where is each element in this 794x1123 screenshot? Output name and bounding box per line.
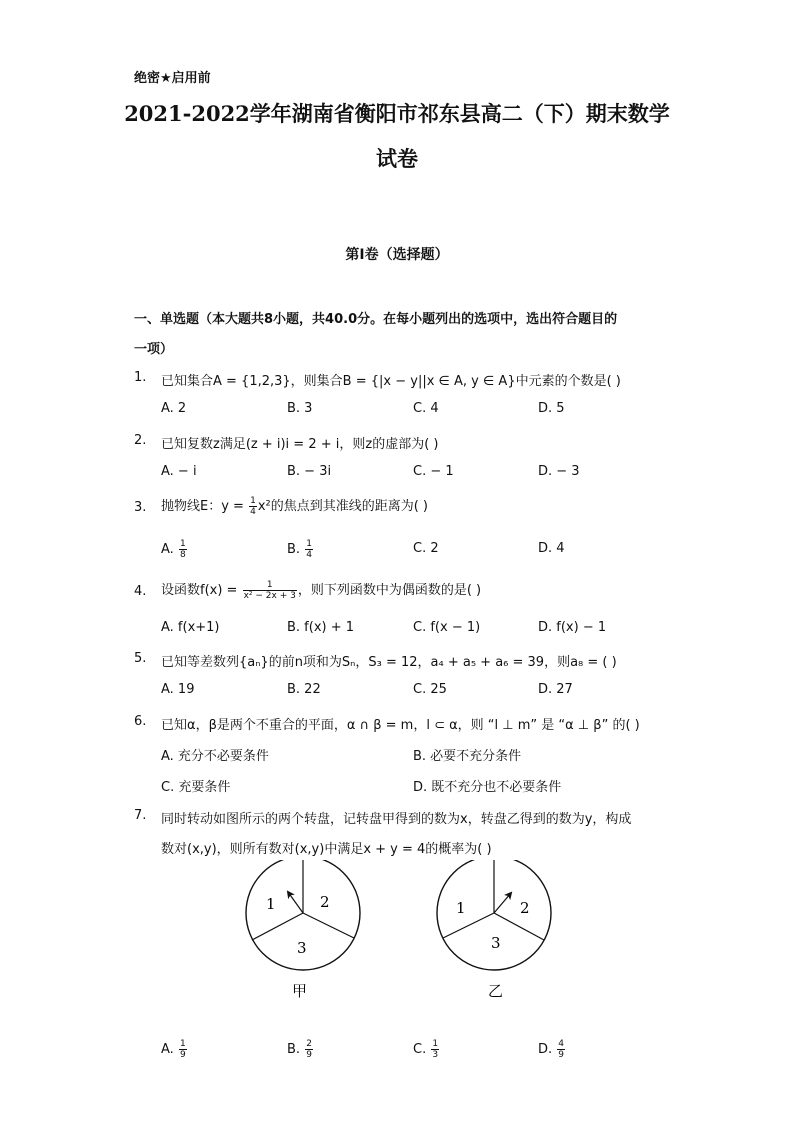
confidential-label: 绝密★启用前 (134, 71, 211, 86)
option-b: B. − 3i (287, 464, 332, 479)
spinner-a-label-3: 3 (297, 939, 307, 957)
option-d: D. 5 (538, 401, 565, 416)
spinner-figure (230, 860, 560, 1005)
question-text-line1: 同时转动如图所示的两个转盘，记转盘甲得到的数为x，转盘乙得到的数为y，构成 (161, 812, 632, 827)
option-a: A. f(x+1) (161, 620, 220, 635)
exam-title-line1: 2021-2022学年湖南省衡阳市祁东县高二（下）期末数学 (124, 101, 670, 126)
spinner-b-label-1: 1 (456, 899, 466, 917)
question-text-post: ，则下列函数中为偶函数的是( ) (297, 583, 482, 598)
spinner-b-label-3: 3 (491, 934, 501, 952)
spinner-a-arrow-icon (288, 892, 303, 913)
question-text (161, 578, 481, 604)
section-title: 第I卷（选择题） (345, 247, 449, 263)
question-text: 已知复数z满足(z + i)i = 2 + i，则z的虚部为( ) (161, 437, 439, 452)
spinner-a-caption: 甲 (292, 982, 308, 1000)
question-text: 已知集合A = {1,2,3}，则集合B = {|x − y||x ∈ A, y ∈ A}中元素的个数是( ) (161, 374, 621, 389)
spinner-b-arrow-icon (494, 893, 511, 913)
option-b: B. $\frac{2}{9}$ (287, 1039, 312, 1060)
question-text: 已知等差数列{aₙ}的前n项和为Sₙ，S₃ = 12，a₄ + a₅ + a₆ = 39，则a₈ = ( ) (161, 655, 617, 670)
question-number: 4. (134, 584, 147, 599)
question-text-line2: 数对(x,y)，则所有数对(x,y)中满足x + y = 4的概率为( ) (161, 842, 492, 857)
question-text (161, 494, 428, 520)
question-number: 5. (134, 651, 147, 666)
fraction: $\frac{1}{4}$ (250, 496, 256, 517)
spinner-b-label-2: 2 (520, 899, 530, 917)
spinner-a (246, 860, 360, 1000)
exam-title-line2: 试卷 (376, 146, 418, 171)
fraction: $\frac{1}{\text{x² − 2x + 3}}$ (243, 580, 296, 601)
option-d: D. − 3 (538, 464, 580, 479)
option-d: D. 既不充分也不必要条件 (413, 780, 562, 795)
option-a: A. $\frac{1}{8}$ (161, 539, 186, 560)
option-c: C. 25 (413, 682, 447, 697)
question-text-post: x²的焦点到其准线的距离为( ) (257, 499, 428, 514)
option-b: B. 3 (287, 401, 313, 416)
question-text-pre: 抛物线E：y = (161, 499, 249, 514)
option-a: A. − i (161, 464, 197, 479)
spinner-a-label-1: 1 (266, 895, 276, 913)
option-a: A. 19 (161, 682, 195, 697)
spinner-b (437, 860, 551, 1000)
part1-instructions-line1: 一、单选题（本大题共8小题，共40.0分。在每小题列出的选项中，选出符合题目的 (134, 312, 618, 327)
question-number: 2. (134, 433, 147, 448)
option-b: B. 必要不充分条件 (413, 749, 522, 764)
question-text-pre: 设函数f(x) = (161, 583, 242, 598)
option-a: A. $\frac{1}{9}$ (161, 1039, 186, 1060)
option-c: C. $\frac{1}{3}$ (413, 1039, 439, 1060)
option-d: D. $\frac{4}{9}$ (538, 1039, 565, 1060)
option-c: C. 4 (413, 401, 439, 416)
option-c: C. f(x − 1) (413, 620, 481, 635)
option-d: D. 27 (538, 682, 573, 697)
option-c: C. 充要条件 (161, 780, 231, 795)
spinner-b-caption: 乙 (488, 982, 504, 1000)
question-number: 1. (134, 370, 147, 385)
question-number: 3. (134, 500, 147, 515)
option-d: D. f(x) − 1 (538, 620, 607, 635)
question-number: 6. (134, 714, 147, 729)
part1-instructions-line2: 一项） (134, 342, 174, 357)
option-c: C. 2 (413, 541, 439, 556)
question-number: 7. (134, 808, 147, 823)
option-a: A. 2 (161, 401, 187, 416)
option-a: A. 充分不必要条件 (161, 749, 269, 764)
option-d: D. 4 (538, 541, 565, 556)
option-b: B. 22 (287, 682, 321, 697)
question-text: 已知α，β是两个不重合的平面，α ∩ β = m，l ⊂ α，则 “l ⊥ m” 是 “α ⊥ β” 的( ) (161, 718, 640, 733)
option-b: B. $\frac{1}{4}$ (287, 539, 312, 560)
spinner-a-label-2: 2 (320, 893, 330, 911)
option-c: C. − 1 (413, 464, 454, 479)
option-b: B. f(x) + 1 (287, 620, 355, 635)
